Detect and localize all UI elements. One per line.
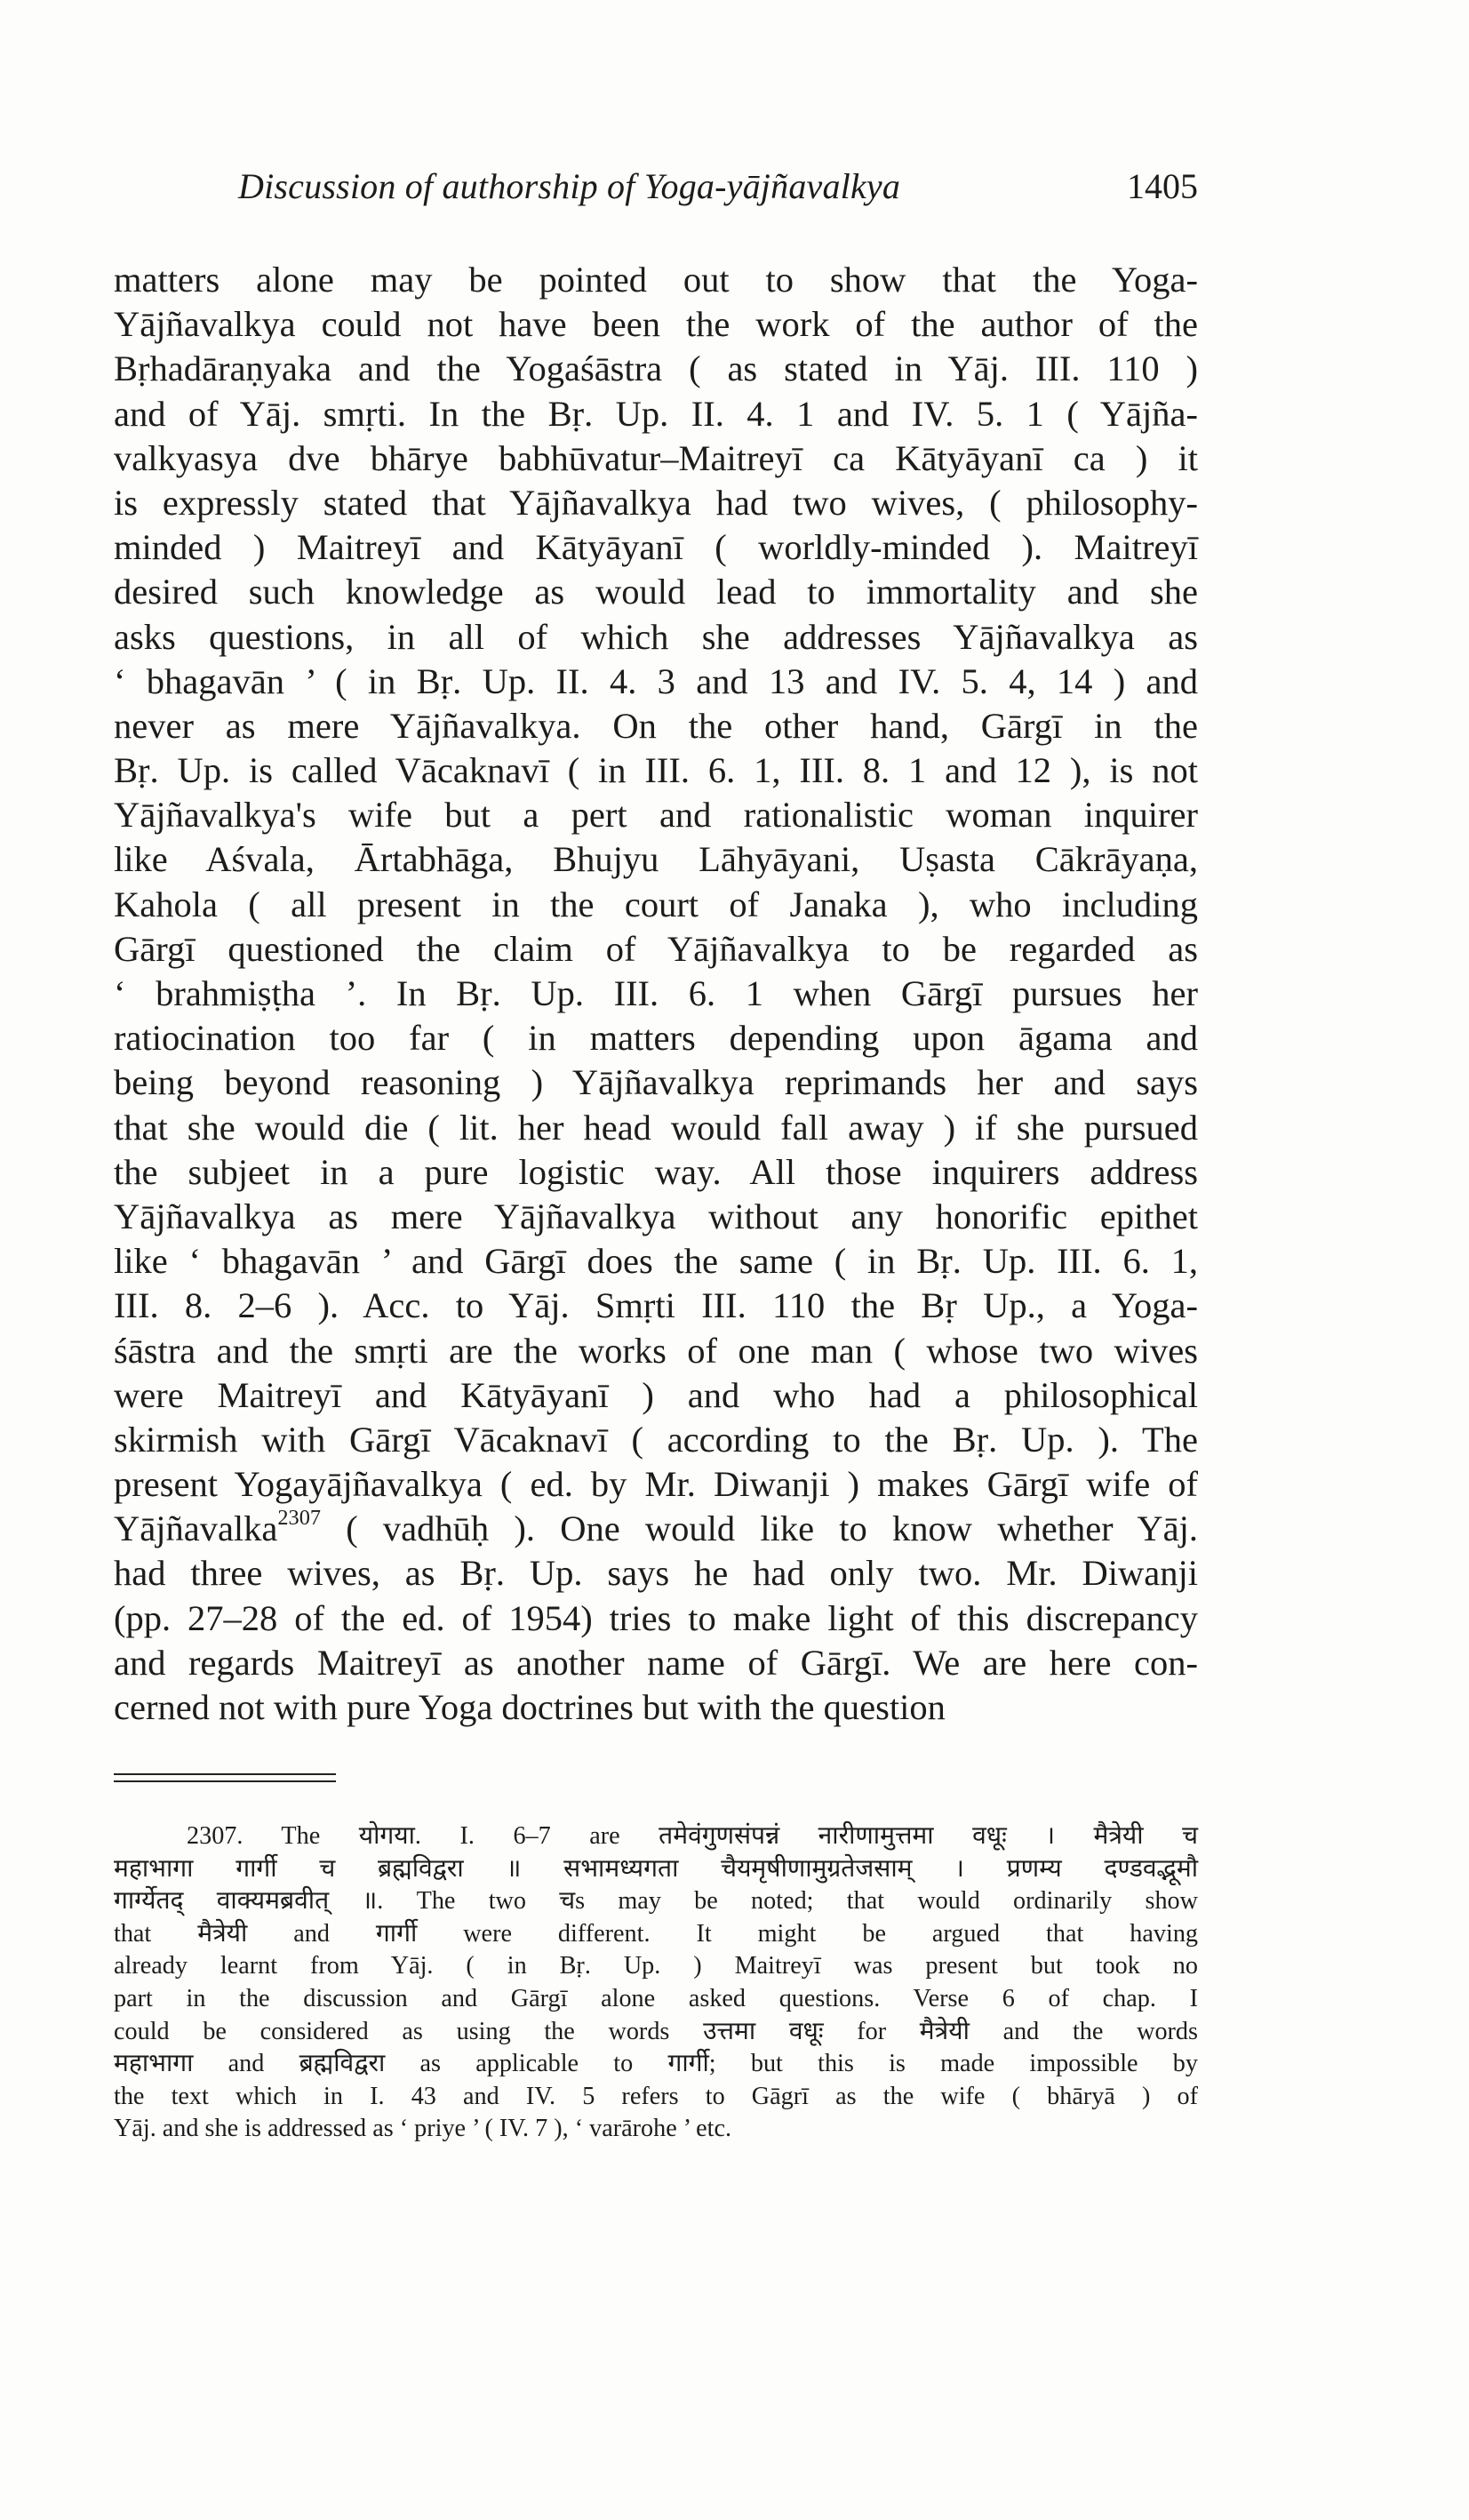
text-line: minded ) Maitreyī and Kātyāyanī ( worldly-minded ). Maitreyī xyxy=(114,527,1198,568)
text-line: present Yogayājñavalkya ( ed. by Mr. Diwanji ) makes Gārgī wife of xyxy=(114,1464,1198,1505)
line-text: ( vadhūḥ ). One would like to know whether Yāj. xyxy=(321,1508,1198,1549)
footnote-line: 2307. The योगया. I. 6–7 are तमेवंगुणसंपन्नं नारीणामुत्तमा वधूः । मैत्रेयी च xyxy=(187,1822,1198,1850)
text-line: desired such knowledge as would lead to immortality and she xyxy=(114,572,1198,612)
text-line: III. 8. 2–6 ). Acc. to Yāj. Smṛti III. 110 the Bṛ Up., a Yoga- xyxy=(114,1285,1198,1326)
text-line: Bṛhadāraṇyaka and the Yogaśāstra ( as stated in Yāj. III. 110 ) xyxy=(114,348,1198,389)
text-line: Kahola ( all present in the court of Janaka ), who including xyxy=(114,884,1198,924)
text-line: that she would die ( lit. her head would fall away ) if she pursued xyxy=(114,1107,1198,1148)
text-line: like ‘ bhagavān ’ and Gārgī does the same ( in Bṛ. Up. III. 6. 1, xyxy=(114,1241,1198,1282)
text-line: ‘ brahmiṣṭha ’. In Bṛ. Up. III. 6. 1 when Gārgī pursues her xyxy=(114,973,1198,1013)
text-line: (pp. 27–28 of the ed. of 1954) tries to make light of this discrepancy xyxy=(114,1597,1198,1638)
text-line: is expressly stated that Yājñavalkya had two wives, ( philosophy- xyxy=(114,482,1198,523)
text-line xyxy=(114,1507,1198,1551)
page-number: 1405 xyxy=(1127,166,1198,206)
running-title: Discussion of authorship of Yoga-yājñavalkya xyxy=(238,166,901,206)
footnote-separator-top xyxy=(114,1773,336,1775)
text-line: the subjeet in a pure logistic way. All those inquirers address xyxy=(114,1151,1198,1192)
text-line: ‘ bhagavān ’ ( in Bṛ. Up. II. 4. 3 and 13 and IV. 5. 4, 14 ) and xyxy=(114,660,1198,701)
text-line: asks questions, in all of which she addresses Yājñavalkya as xyxy=(114,616,1198,657)
footnote-line: गार्ग्येतद् वाक्यमब्रवीत् ॥. The two चs may be noted; that would ordinarily show xyxy=(114,1887,1198,1916)
footnote-line: Yāj. and she is addressed as ‘ priye ’ ( IV. 7 ), ‘ varārohe ’ etc. xyxy=(114,2115,732,2143)
text-line: Yājñavalkya could not have been the work of the author of the xyxy=(114,304,1198,345)
text-line: śāstra and the smṛti are the works of one man ( whose two wives xyxy=(114,1330,1198,1371)
text-line: Yājñavalkya's wife but a pert and rationalistic woman inquirer xyxy=(114,795,1198,836)
text-line: being beyond reasoning ) Yājñavalkya reprimands her and says xyxy=(114,1062,1198,1103)
text-line: valkyasya dve bhārye babhūvatur–Maitreyī ca Kātyāyanī ca ) it xyxy=(114,437,1198,478)
main-text xyxy=(114,258,1198,1730)
text-line: Bṛ. Up. is called Vācaknavī ( in III. 6. 1, III. 8. 1 and 12 ), is not xyxy=(114,750,1198,791)
text-line: skirmish with Gārgī Vācaknavī ( according to the Bṛ. Up. ). The xyxy=(114,1419,1198,1460)
text-line: were Maitreyī and Kātyāyanī ) and who had a philosophical xyxy=(114,1374,1198,1415)
text-line: had three wives, as Bṛ. Up. says he had only two. Mr. Diwanji xyxy=(114,1553,1198,1594)
text-line: cerned not with pure Yoga doctrines but with the question xyxy=(114,1687,946,1727)
footnote-line: could be considered as using the words उत्तमा वधूः for मैत्रेयी and the words xyxy=(114,2017,1198,2045)
footnote-line: part in the discussion and Gārgī alone asked questions. Verse 6 of chap. I xyxy=(114,1984,1198,2012)
text-line: Yājñavalkya as mere Yājñavalkya without any honorific epithet xyxy=(114,1196,1198,1236)
footnote-line: महाभागा and ब्रह्मविद्वरा as applicable to गार्गी; but this is made impossible by xyxy=(114,2050,1198,2078)
footnote-line: महाभागा गार्गी च ब्रह्मविद्वरा ॥ सभामध्यगता चैयमृषीणामुग्रतेजसाम् । प्रणम्य दण्डवद्भूमौ xyxy=(114,1854,1198,1883)
text-line: like Aśvala, Ārtabhāga, Bhujyu Lāhyāyani, Uṣasta Cākrāyaṇa, xyxy=(114,839,1198,880)
text-line: matters alone may be pointed out to show that the Yoga- xyxy=(114,260,1198,300)
line-text: Yājñavalka xyxy=(114,1508,278,1549)
footnote-line: the text which in I. 43 and IV. 5 refers to Gāgrī as the wife ( bhāryā ) of xyxy=(114,2082,1198,2110)
footnote-marker[interactable]: 2307 xyxy=(277,1506,321,1531)
text-line: and of Yāj. smṛti. In the Bṛ. Up. II. 4. 1 and IV. 5. 1 ( Yājña- xyxy=(114,393,1198,434)
footnote-line: already learnt from Yāj. ( in Bṛ. Up. ) Maitreyī was present but took no xyxy=(114,1952,1198,1980)
running-header xyxy=(238,165,1198,210)
footnote-separator-bottom xyxy=(114,1780,336,1782)
footnote-2307 xyxy=(114,1820,1198,2146)
text-line: and regards Maitreyī as another name of Gārgī. We are here con- xyxy=(114,1642,1198,1683)
text-line: Gārgī questioned the claim of Yājñavalkya to be regarded as xyxy=(114,928,1198,969)
text-line: never as mere Yājñavalkya. On the other hand, Gārgī in the xyxy=(114,705,1198,746)
footnote-line: that मैत्रेयी and गार्गी were different. It might be argued that having xyxy=(114,1919,1198,1948)
text-line: ratiocination too far ( in matters depending upon āgama and xyxy=(114,1018,1198,1059)
